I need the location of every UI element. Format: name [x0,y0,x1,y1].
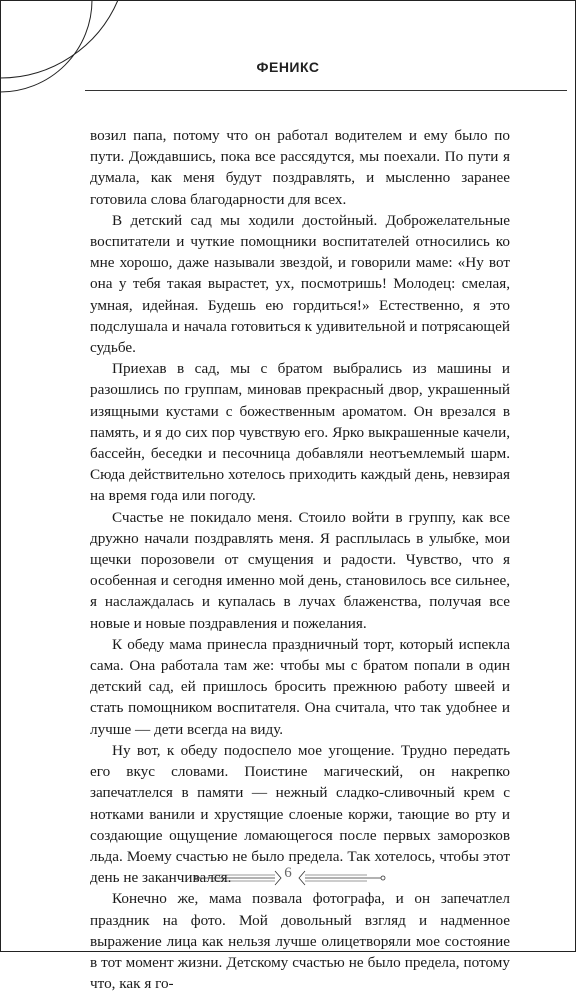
paragraph-2: В детский сад мы ходили достойный. Доброжелательные воспитатели и чуткие помощники воспитателей относились ко мне хорошо, даже называли звездой, и говорили маме: «Ну вот она у тебя такая вырастет, ух, посмотришь! Молодец: смелая, умная, идейная. Будешь ею гордиться!» Естественно, я это подслушала и начала готовиться к удивительной и потрясающей судьбе. [90,211,510,357]
paragraph-6: Ну вот, к обеду подоспело мое угощение. Трудно передать его вкус словами. Поистине магический, он накрепко запечатлелся в памяти — нежный сладко-сливочный крем с нотками ванили и хрустящие слоеные коржи, тающие во рту и создающие ощущение ломающегося после первых заморозков льда. Моему счастью не было предела. Так хотелось, чтобы этот день не заканчивался. [90,741,510,887]
header-rule [85,90,567,91]
paragraph-3: Приехав в сад, мы с братом выбрались из машины и разошлись по группам, миновав прекрасный двор, украшенный изящными кустами с божественным ароматом. Он врезался в память, и я до сих пор чувствую его. Ярко выкрашенные качели, бассейн, беседки и песочница добавляли неотъемлемый шарм. Сюда действительно хотелось приходить каждый день, невзирая на время года или погоду. [90,360,510,505]
paragraph-4: Счастье не покидало меня. Стоило войти в группу, как все дружно начали поздравлять меня. Я расплылась в улыбке, мои щечки порозовели от смущения и радости. Чувство, что я особенная и сегодня именно мой день, становилось все сильнее, я наслаждалась и купалась в лучах блаженства, получая все новые и новые поздравления и пожелания. [90,508,510,632]
paragraph-1: возил папа, потому что он работал водителем и ему было по пути. Дождавшись, пока все рассядутся, мы поехали. По пути я думала, как меня будут поздравлять, и мысленно заранее готовила слова благодарности для всех. [90,127,510,208]
corner-ornament [0,0,140,110]
paragraph-5: К обеду мама принесла праздничный торт, который испекла сама. Она работала там же: чтобы мы с братом попали в один детский сад, ей пришлось бросить прежнюю работу швеей и стать помощником воспитателя. Она считала, что так удобнее и лучше — дети всегда на виду. [90,635,510,738]
paragraph-7: Конечно же, мама позвала фотографа, и он запечатлел праздник на фото. Мой довольный взгляд и надменное выражение лица как нельзя лучше олицетворяли мое состояние в тот момент жизни. Детскому счастью не было предела, потому что, как я го- [90,890,510,993]
body-text [90,125,510,994]
running-title: ФЕНИКС [256,59,320,75]
page-number: 6 [284,865,292,881]
page-footer [1,865,575,891]
